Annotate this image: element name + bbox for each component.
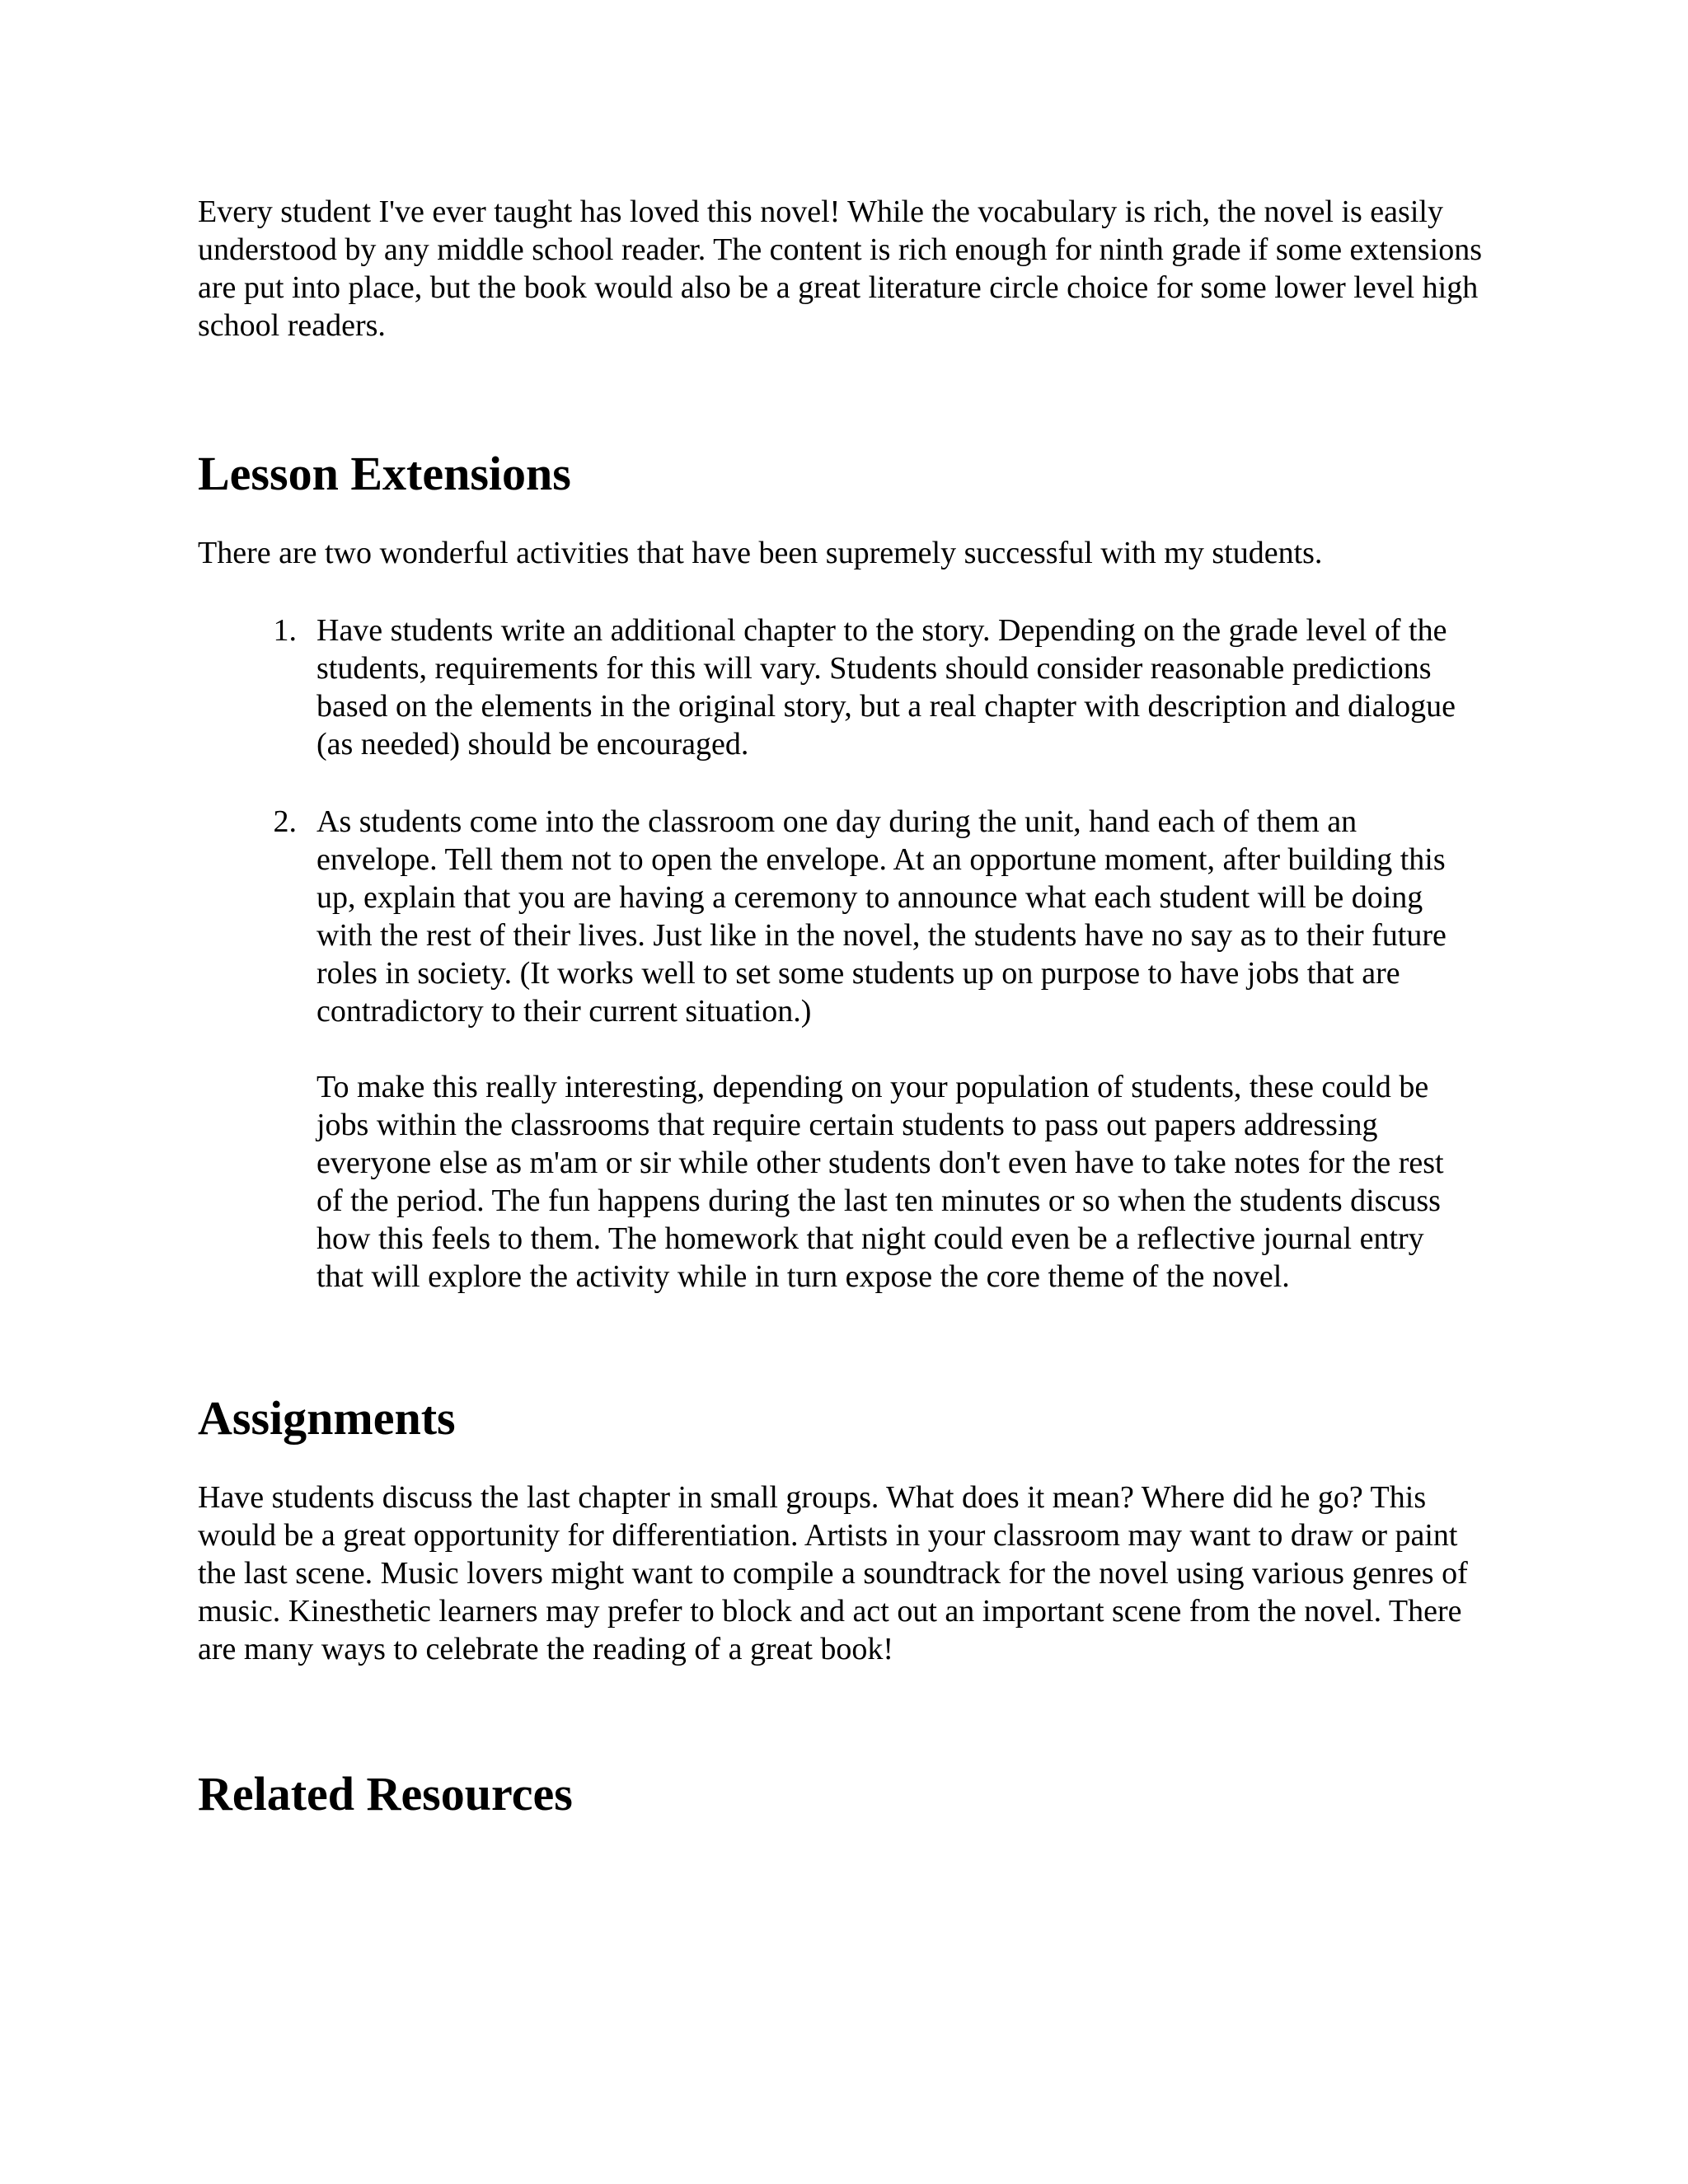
list-item-paragraph: Have students write an additional chapter to the story. Depending on the grade level of the students, requirements for this will vary. Students should consider reasonable predictions based on the elements in the original story, but a real chapter with description and dialogue (as needed) should be encouraged. [316,613,1456,762]
assignments-paragraph: Have students discuss the last chapter in small groups. What does it mean? Where did he go? This would be a great opportunity for differentiation. Artists in your classroom may want to draw or paint the last scene. Music lovers might want to compile a soundtrack for the novel using various genres of music. Kinesthetic learners may prefer to block and act out an important scene from the novel. There are many ways to celebrate the reading of a great book! [198,1480,1468,1666]
list-item-paragraph: To make this really interesting, depending on your population of students, these could be jobs within the classrooms that require certain students to pass out papers addressing everyone else as m'am or sir while other students don't even have to take notes for the rest of the period. The fun happens during the last ten minutes or so when the students discuss how this feels to them. The homework that night could even be a reflective journal entry that will explore the activity while in turn expose the core theme of the novel. [316,1070,1444,1294]
list-item-paragraph: As students come into the classroom one day during the unit, hand each of them an envelope. Tell them not to open the envelope. At an opportune moment, after building this up, explain that you are having a ceremony to announce what each student will be doing with the rest of their lives. Just like in the novel, the students have no say as to their future roles in society. (It works well to set some students up on purpose to have jobs that are contradictory to their current situation.) [316,804,1447,1029]
paragraph-spacer [316,1030,1470,1068]
lesson-extensions-lead: There are two wonderful activities that have been supremely successful with my students. [198,536,1323,570]
list-item-number: 2. [273,804,297,839]
intro-paragraph: Every student I've ever taught has loved this novel! While the vocabulary is rich, the novel is easily understood by any middle school reader. The content is rich enough for ninth grade if some extensions are put into place, but the book would also be a great literature circle choice for some lower level high school readers. [198,194,1482,343]
assignments-heading: Assignments [198,1391,456,1445]
activity-list [198,612,1500,1296]
list-item [198,803,1500,1296]
list-item-body [316,612,1470,763]
lesson-extensions-heading: Lesson Extensions [198,447,571,500]
related-resources-heading: Related Resources [198,1767,573,1821]
document-page [198,193,1500,1823]
list-item [198,612,1500,763]
list-item-body [316,803,1470,1296]
list-item-number: 1. [273,613,297,648]
